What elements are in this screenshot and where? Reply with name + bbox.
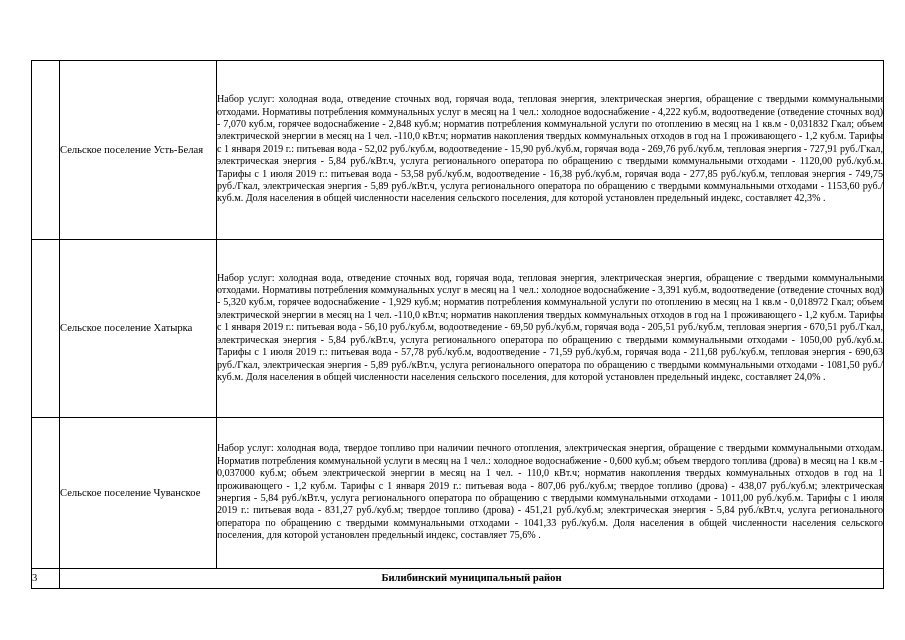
services-description-cell: Набор услуг: холодная вода, твердое топливо при наличии печного отопления, электрическая энергия, обращение с твердыми коммунальными отходам. Норматив потребления коммунальной услуги в месяц на 1 чел.: холодное водоснабжение - 0,600 куб.м; объем твердого топлива (дрова) в месяц на 1 кв.м - 0,037000 куб.м; объем электрической энергии в месяц на 1 чел. - 110,0 кВт.ч; норматив накопления твердых коммунальных отходов в год на 1 проживающего - 1,2 куб.м. Тарифы с 1 января 2019 г.: питьевая вода - 807,06 руб./куб.м; твердое топливо (дрова) - 438,07 руб./куб.м; электрическая энергия - 5,84 руб./кВт.ч, услуга регионального оператора по обращению с твердыми коммунальными отходами - 1011,00 руб./куб.м. Тарифы с 1 июля 2019 г.: питьевая вода - 831,27 руб./куб.м; твердое топливо (дрова) - 451,21 руб./куб.м; электрическая энергия - 5,84 руб./кВт.ч, услуга регионального оператора по обращению с твердыми коммунальными отходами - 1041,33 руб./куб.м. Доля населения в общей численности населения сельского поселения, для которой установлен предельный индекс, составляет 75,6% . bbox=[217, 418, 884, 569]
tariff-table bbox=[31, 60, 884, 589]
table-row bbox=[32, 61, 884, 240]
settlement-name-cell: Сельское поселение Усть-Белая bbox=[60, 61, 217, 240]
table-row bbox=[32, 240, 884, 418]
table-row bbox=[32, 418, 884, 569]
district-header-row bbox=[32, 569, 884, 589]
row-number-cell bbox=[32, 418, 60, 569]
row-number-cell bbox=[32, 240, 60, 418]
district-number-cell: 3 bbox=[32, 569, 60, 589]
services-description-cell: Набор услуг: холодная вода, отведение сточных вод, горячая вода, тепловая энергия, электрическая энергия, обращение с твердыми коммунальными отходами. Нормативы потребления коммунальных услуг в месяц на 1 чел.: холодное водоснабжение - 4,222 куб.м, водоотведение (отведение сточных вод) - 7,070 куб.м, горячее водоснабжение - 2,848 куб.м; норматив потребления коммунальной услуги по отоплению в месяц на 1 кв.м - 0,031832 Гкал; объем электрической энергии в месяц на 1 чел. -110,0 кВт.ч; норматив накопления твердых коммунальных отходов в год на 1 проживающего - 1,2 куб.м. Тарифы с 1 января 2019 г.: питьевая вода - 52,02 руб./куб.м, водоотведение - 15,90 руб./куб.м, горячая вода - 269,76 руб./куб.м, тепловая энергия - 727,91 руб./Гкал, электрическая энергия - 5,84 руб./кВт.ч, услуга регионального оператора по обращению с твердыми коммунальными отходами - 1120,00 руб./куб.м. Тарифы с 1 июля 2019 г.: питьевая вода - 53,58 руб./куб.м, водоотведение - 16,38 руб./куб.м, горячая вода - 277,85 руб./куб.м, тепловая энергия - 749,75 руб./Гкал, электрическая энергия - 5,89 руб./кВт.ч, услуга регионального оператора по обращению с твердыми коммунальными отходами - 1153,60 руб./куб.м. Доля населения в общей численности населения сельского поселения, для которой установлен предельный индекс, составляет 42,3% . bbox=[217, 61, 884, 240]
services-description-cell: Набор услуг: холодная вода, отведение сточных вод, горячая вода, тепловая энергия, электрическая энергия, обращение с твердыми коммунальными отходами. Нормативы потребления коммунальных услуг в месяц на 1 чел.: холодное водоснабжение - 3,391 куб.м, водоотведение (отведение сточных вод) - 5,320 куб.м, горячее водоснабжение - 1,929 куб.м; норматив потребления коммунальной услуги по отоплению в месяц на 1 кв.м - 0,018972 Гкал; объем электрической энергии в месяц на 1 чел. -110,0 кВт.ч; норматив накопления твердых коммунальных отходов в год на 1 проживающего - 1,2 куб.м. Тарифы с 1 января 2019 г.: питьевая вода - 56,10 руб./куб.м, водоотведение - 69,50 руб./куб.м, горячая вода - 205,51 руб./куб.м, тепловая энергия - 670,51 руб./Гкал, электрическая энергия - 5,84 руб./кВт.ч, услуга регионального оператора по обращению с твердыми коммунальными отходами - 1050,00 руб./куб.м. Тарифы с 1 июля 2019 г.: питьевая вода - 57,78 руб./куб.м, водоотведение - 71,59 руб./куб.м, горячая вода - 211,68 руб./куб.м, тепловая энергия - 690,63 руб./Гкал, электрическая энергия - 5,89 руб./кВт.ч, услуга регионального оператора по обращению с твердыми коммунальными отходами - 1081,50 руб./куб.м. Доля населения в общей численности населения сельского поселения, для которой установлен предельный индекс, составляет 24,0% . bbox=[217, 240, 884, 418]
settlement-name-cell: Сельское поселение Хатырка bbox=[60, 240, 217, 418]
district-title-cell: Билибинский муниципальный район bbox=[60, 569, 884, 589]
row-number-cell bbox=[32, 61, 60, 240]
settlement-name-cell: Сельское поселение Чуванское bbox=[60, 418, 217, 569]
document-page bbox=[31, 60, 883, 589]
